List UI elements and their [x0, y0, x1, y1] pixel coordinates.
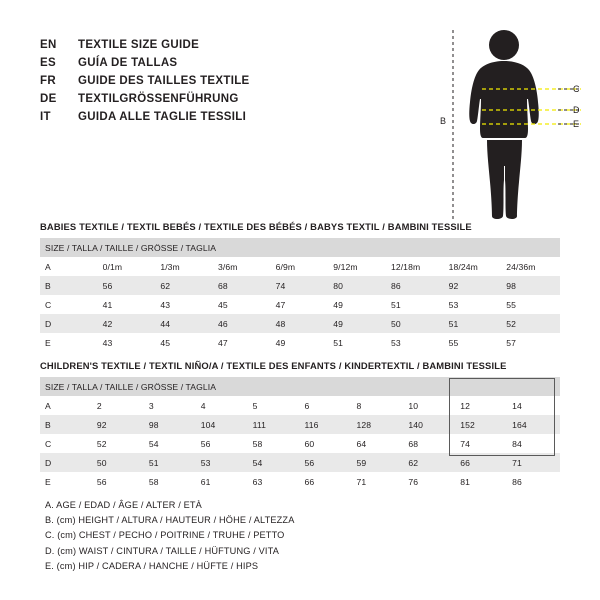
cell: 52 [92, 434, 144, 453]
cell: 9/12m [328, 257, 386, 276]
language-code: EN [40, 39, 57, 51]
table-row [40, 472, 560, 491]
cell: 55 [501, 295, 560, 314]
cell: 55 [444, 333, 502, 352]
babies-size-table [40, 238, 560, 352]
cell: 56 [196, 434, 248, 453]
cell: 54 [144, 434, 196, 453]
cell: 50 [386, 314, 444, 333]
cell: 128 [351, 415, 403, 434]
hip-label: E [573, 119, 580, 129]
cell: 58 [144, 472, 196, 491]
cell: 104 [196, 415, 248, 434]
cell: 76 [403, 472, 455, 491]
cell: 56 [92, 472, 144, 491]
cell: 52 [501, 314, 560, 333]
row-label: E [40, 472, 92, 491]
table-header-row [40, 377, 560, 396]
legend-line: B. (cm) HEIGHT / ALTURA / HAUTEUR / HÖHE / ALTEZZA [45, 515, 295, 526]
cell: 98 [501, 276, 560, 295]
language-title: GUIDA ALLE TAGLIE TESSILI [78, 111, 247, 123]
cell: 56 [300, 453, 352, 472]
legend-line: D. (cm) WAIST / CINTURA / TAILLE / HÜFTUNG / VITA [45, 545, 279, 556]
cell: 5 [248, 396, 300, 415]
legend-line: E. (cm) HIP / CADERA / HANCHE / HÜFTE / HIPS [45, 560, 259, 571]
legend-line: C. (cm) CHEST / PECHO / POITRINE / TRUHE / PETTO [45, 530, 285, 541]
cell: 74 [455, 434, 507, 453]
cell: 58 [248, 434, 300, 453]
language-code: ES [40, 57, 56, 69]
cell: 86 [507, 472, 560, 491]
cell: 49 [328, 295, 386, 314]
table-row [40, 396, 560, 415]
cell: 12 [455, 396, 507, 415]
row-label: E [40, 333, 98, 352]
cell: 46 [213, 314, 271, 333]
cell: 62 [155, 276, 213, 295]
cell: 10 [403, 396, 455, 415]
cell: 51 [386, 295, 444, 314]
cell: 59 [351, 453, 403, 472]
legend-line: A. AGE / EDAD / ÂGE / ALTER / ETÀ [45, 500, 202, 510]
cell: 45 [155, 333, 213, 352]
cell: 64 [351, 434, 403, 453]
children-table-caption: CHILDREN'S TEXTILE / TEXTIL NIÑO/A / TEXTILE DES ENFANTS / KINDERTEXTIL / BAMBINI TESSILE [40, 360, 507, 371]
language-row [40, 74, 440, 89]
cell: 53 [444, 295, 502, 314]
cell: 43 [98, 333, 156, 352]
cell: 68 [403, 434, 455, 453]
cell: 18/24m [444, 257, 502, 276]
cell: 8 [351, 396, 403, 415]
table-row [40, 295, 560, 314]
cell: 63 [248, 472, 300, 491]
cell: 98 [144, 415, 196, 434]
body-figure [434, 24, 582, 224]
table-row [40, 453, 560, 472]
cell: 92 [444, 276, 502, 295]
cell: 164 [507, 415, 560, 434]
table-row [40, 434, 560, 453]
row-label: C [40, 434, 92, 453]
table-row [40, 333, 560, 352]
cell: 12/18m [386, 257, 444, 276]
language-code: FR [40, 75, 56, 87]
language-row [40, 110, 440, 125]
row-label: C [40, 295, 98, 314]
cell: 50 [92, 453, 144, 472]
children-size-header: SIZE / TALLA / TAILLE / GRÖSSE / TAGLIA [40, 377, 560, 396]
waist-label: D [573, 105, 580, 115]
language-row [40, 38, 440, 53]
cell: 60 [300, 434, 352, 453]
children-size-table [40, 377, 560, 491]
cell: 152 [455, 415, 507, 434]
row-label: D [40, 314, 98, 333]
cell: 42 [98, 314, 156, 333]
cell: 62 [403, 453, 455, 472]
language-code: IT [40, 111, 51, 123]
table-row [40, 257, 560, 276]
cell: 53 [196, 453, 248, 472]
table-row [40, 415, 560, 434]
babies-table-block [40, 221, 560, 352]
cell: 3/6m [213, 257, 271, 276]
cell: 68 [213, 276, 271, 295]
cell: 2 [92, 396, 144, 415]
cell: 54 [248, 453, 300, 472]
language-code: DE [40, 93, 57, 105]
cell: 44 [155, 314, 213, 333]
cell: 86 [386, 276, 444, 295]
cell: 61 [196, 472, 248, 491]
cell: 51 [444, 314, 502, 333]
cell: 49 [328, 314, 386, 333]
cell: 53 [386, 333, 444, 352]
cell: 80 [328, 276, 386, 295]
table-header-row [40, 238, 560, 257]
cell: 57 [501, 333, 560, 352]
cell: 56 [98, 276, 156, 295]
height-label: B [440, 116, 447, 126]
cell: 84 [507, 434, 560, 453]
language-title: TEXTILGRÖSSENFÜHRUNG [78, 93, 239, 105]
cell: 49 [271, 333, 329, 352]
cell: 51 [144, 453, 196, 472]
cell: 74 [271, 276, 329, 295]
language-header [40, 38, 440, 128]
language-row [40, 92, 440, 107]
row-label: A [40, 396, 92, 415]
chest-label: C [573, 84, 580, 94]
cell: 81 [455, 472, 507, 491]
language-row [40, 56, 440, 71]
cell: 41 [98, 295, 156, 314]
babies-table-caption: BABIES TEXTILE / TEXTIL BEBÉS / TEXTILE DES BÉBÉS / BABYS TEXTIL / BAMBINI TESSILE [40, 221, 472, 232]
cell: 140 [403, 415, 455, 434]
row-label: B [40, 276, 98, 295]
language-title: TEXTILE SIZE GUIDE [78, 39, 200, 51]
cell: 116 [300, 415, 352, 434]
cell: 4 [196, 396, 248, 415]
cell: 14 [507, 396, 560, 415]
row-label: D [40, 453, 92, 472]
language-title: GUÍA DE TALLAS [78, 57, 178, 69]
cell: 3 [144, 396, 196, 415]
cell: 48 [271, 314, 329, 333]
cell: 6/9m [271, 257, 329, 276]
children-table-block [40, 360, 560, 491]
cell: 47 [213, 333, 271, 352]
table-row [40, 314, 560, 333]
cell: 111 [248, 415, 300, 434]
cell: 51 [328, 333, 386, 352]
table-row [40, 276, 560, 295]
language-title: GUIDE DES TAILLES TEXTILE [78, 75, 250, 87]
cell: 66 [455, 453, 507, 472]
cell: 45 [213, 295, 271, 314]
cell: 0/1m [98, 257, 156, 276]
babies-size-header: SIZE / TALLA / TAILLE / GRÖSSE / TAGLIA [40, 238, 560, 257]
cell: 47 [271, 295, 329, 314]
cell: 24/36m [501, 257, 560, 276]
row-label: B [40, 415, 92, 434]
cell: 66 [300, 472, 352, 491]
cell: 6 [300, 396, 352, 415]
cell: 71 [351, 472, 403, 491]
cell: 92 [92, 415, 144, 434]
measurement-legend [45, 498, 294, 574]
row-label: A [40, 257, 98, 276]
cell: 71 [507, 453, 560, 472]
cell: 1/3m [155, 257, 213, 276]
cell: 43 [155, 295, 213, 314]
